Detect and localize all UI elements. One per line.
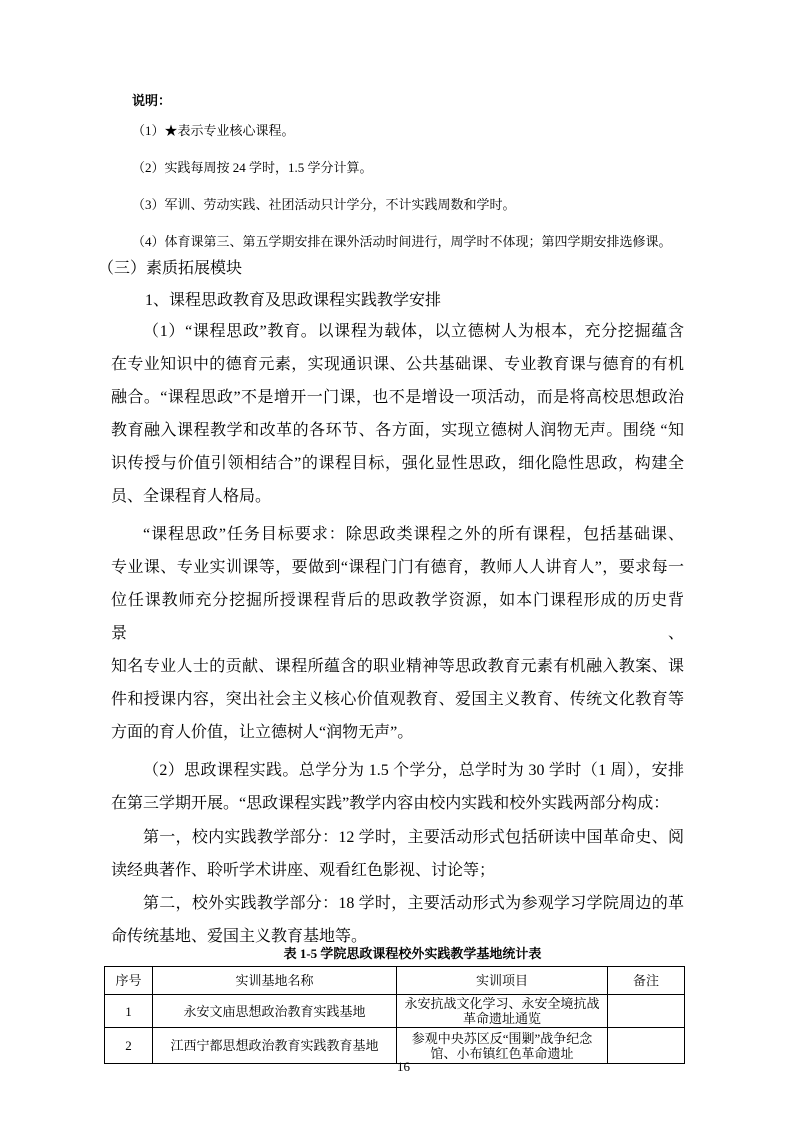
table-cell: 永安文庙思想政治教育实践基地 (153, 995, 397, 1028)
paragraph-line: “课程思政”任务目标要求：除思政类课程之外的所有课程，包括基础课、 (143, 526, 684, 543)
page-content (98, 0, 684, 1064)
paragraph-line: 位任课教师充分挖掘所授课程背后的思政教学资源，如本门课程形成的历史背景、 (111, 592, 684, 642)
table-cell: 参观中央苏区反“围剿”战争纪念馆、小布镇红色革命遗址 (397, 1028, 608, 1064)
table-header-cell: 序号 (105, 967, 153, 995)
paragraph-line: 在专业知识中的德育元素，实现通识课、公共基础课、专业教育课与德育的有机 (111, 356, 684, 373)
paragraph-line: （2）思政课程实践。总学分为 1.5 个学分，总学时为 30 学时（1 周），安排 (143, 762, 684, 779)
page-number: 16 (397, 1059, 410, 1074)
notes-label: 说明： (132, 93, 172, 108)
paragraph (111, 754, 684, 820)
section-subheading: 1、课程思政教育及思政课程实践教学安排 (145, 292, 442, 309)
table-row (105, 995, 685, 1028)
table-header-cell: 备注 (608, 967, 685, 995)
paragraph-line: 读经典著作、聆听学术讲座、观看红色影视、讨论等； (111, 862, 496, 879)
note-item: （1）★表示专业核心课程。 (132, 123, 295, 138)
practice-base-table (104, 966, 685, 1064)
paragraph-line: 专业课、专业实训课等，要做到“课程门门有德育，教师人人讲育人”，要求每一 (111, 559, 684, 576)
note-item: （2）实践每周按 24 学时，1.5 学分计算。 (132, 160, 373, 175)
table-cell: 永安抗战文化学习、永安全境抗战革命遗址通览 (397, 995, 608, 1028)
table-title: 表 1-5 学院思政课程校外实践教学基地统计表 (283, 946, 542, 961)
paragraph-line: 识传授与价值引领相结合”的课程目标，强化显性思政，细化隐性思政，构建全 (111, 455, 684, 472)
paragraph (111, 315, 684, 513)
paragraph-line: 教育融入课程教学和改革的各环节、各方面，实现立德树人润物无声。围绕 “知 (111, 422, 684, 439)
note-item: （4）体育课第三、第五学期安排在课外活动时间进行，周学时不体现；第四学期安排选修课。 (132, 234, 672, 249)
paragraph-line: 知名专业人士的贡献、课程所蕴含的职业精神等思政教育元素有机融入教案、课 (111, 658, 684, 675)
paragraph-line: 融合。“课程思政”不是增开一门课，也不是增设一项活动，而是将高校思想政治 (111, 389, 684, 406)
paragraph-line: 命传统基地、爱国主义教育基地等。 (111, 928, 368, 945)
paragraph-line: 员、全课程育人格局。 (111, 488, 272, 505)
table-cell: 1 (105, 995, 153, 1028)
paragraph-line: 在第三学期开展。“思政课程实践”教学内容由校内实践和校外实践两部分构成： (111, 795, 670, 812)
table-header-cell: 实训项目 (397, 967, 608, 995)
section-heading: （三）素质拓展模块 (98, 260, 243, 277)
table-header-cell: 实训基地名称 (153, 967, 397, 995)
table-cell: 江西宁都思想政治教育实践教育基地 (153, 1028, 397, 1064)
paragraph (111, 518, 684, 749)
note-item: （3）军训、劳动实践、社团活动只计学分，不计实践周数和学时。 (132, 197, 516, 212)
paragraph-line: 方面的育人价值，让立德树人“润物无声”。 (111, 724, 414, 741)
paragraph-line: 件和授课内容，突出社会主义核心价值观教育、爱国主义教育、传统文化教育等 (111, 691, 684, 708)
paragraph-line: 第一，校内实践教学部分：12 学时，主要活动形式包括研读中国革命史、阅 (143, 829, 684, 846)
table-cell (608, 995, 685, 1028)
table-header-row (105, 967, 685, 995)
paragraph (111, 821, 684, 887)
table-cell: 2 (105, 1028, 153, 1064)
paragraph-line: （1）“课程思政”教育。以课程为载体，以立德树人为根本，充分挖掘蕴含 (143, 323, 684, 340)
paragraph-line: 第二，校外实践教学部分：18 学时，主要活动形式为参观学习学院周边的革 (143, 895, 684, 912)
